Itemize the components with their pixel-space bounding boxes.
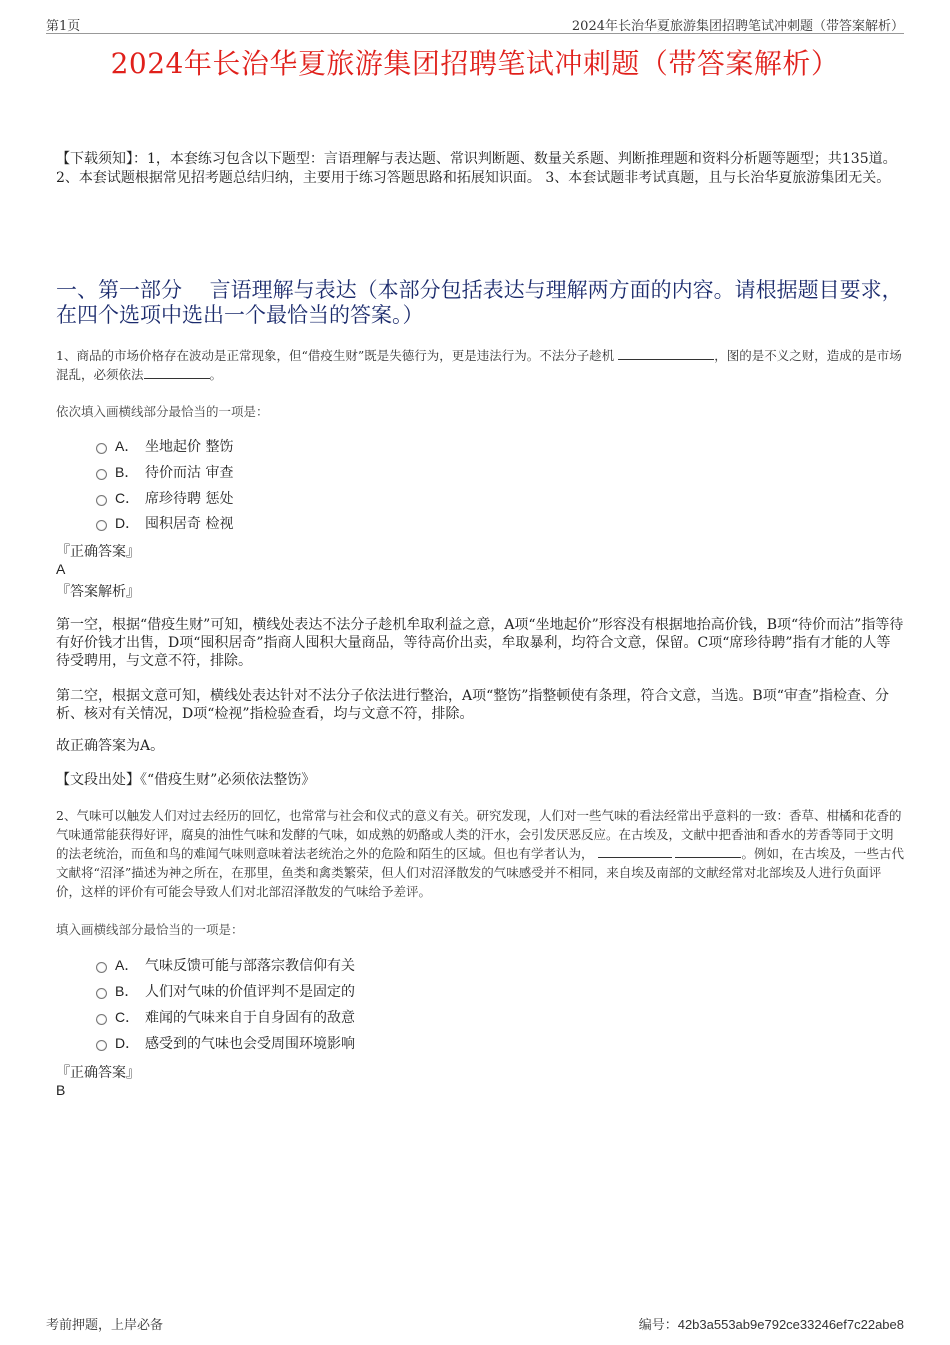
source-note: 【文段出处】《“借疫生财”必须依法整饬》	[56, 772, 316, 788]
question-2-option-c[interactable]	[96, 1007, 355, 1027]
option-text: 席珍待聘 惩处	[145, 491, 234, 507]
correct-answer-label: 『正确答案』	[56, 544, 140, 560]
page-number: 第1页	[46, 19, 81, 34]
analysis-conclusion: 故正确答案为A。	[56, 738, 165, 754]
question-2-stem	[56, 806, 904, 901]
option-letter: B．	[115, 464, 139, 480]
radio-icon[interactable]	[96, 988, 107, 999]
option-text: 气味反馈可能与部落宗教信仰有关	[145, 958, 355, 974]
option-letter: D．	[115, 515, 140, 531]
option-letter: A．	[115, 957, 139, 973]
answer-blank	[144, 366, 210, 379]
footer-code-value: 42b3a553ab9e792ce33246ef7c22abe8	[677, 1317, 904, 1332]
answer-blank	[618, 347, 714, 360]
header-divider	[46, 33, 904, 34]
question-2-option-b[interactable]	[96, 981, 355, 1001]
option-text: 囤积居奇 检视	[145, 516, 234, 532]
option-letter: C．	[115, 490, 140, 506]
correct-answer: B	[56, 1082, 66, 1098]
download-notice: 【下载须知】：1，本套练习包含以下题型：言语理解与表达题、常识判断题、数量关系题、判断推理题和资料分析题等题型；共135道。 2、本套试题根据常见招考题总结归纳，主要用于练习答题思路和拓展知识面。 3、本套试题非考试真题，且与长治华夏旅游集团无关。	[56, 151, 897, 186]
question-1-option-d[interactable]	[96, 513, 233, 533]
radio-icon[interactable]	[96, 962, 107, 973]
question-1-option-b[interactable]	[96, 462, 233, 482]
option-text: 难闻的气味来自于自身固有的敌意	[145, 1010, 355, 1026]
radio-icon[interactable]	[96, 520, 107, 531]
question-1-stem	[56, 346, 904, 384]
radio-icon[interactable]	[96, 469, 107, 480]
option-letter: A．	[115, 438, 139, 454]
footer-code-label: 编号：	[638, 1318, 678, 1333]
section-title: 一、第一部分 言语理解与表达（本部分包括表达与理解两方面的内容。请根据题目要求，在四个选项中选出一个最恰当的答案。）	[56, 278, 903, 327]
option-letter: B．	[115, 983, 139, 999]
correct-answer-label: 『正确答案』	[56, 1065, 140, 1081]
analysis-label: 『答案解析』	[56, 584, 140, 600]
footer-code	[639, 1314, 904, 1333]
question-1-option-a[interactable]	[96, 436, 233, 456]
radio-icon[interactable]	[96, 1014, 107, 1025]
radio-icon[interactable]	[96, 443, 107, 454]
question-2-prompt: 填入画横线部分最恰当的一项是：	[56, 922, 244, 937]
question-1-text-b: ，图的是不义之财，造成的是市场混乱，必须依法	[56, 348, 902, 382]
option-text: 待价而沽 审查	[145, 465, 234, 481]
document-title: 2024年长治华夏旅游集团招聘笔试冲刺题（带答案解析）	[110, 47, 840, 80]
question-1-option-c[interactable]	[96, 488, 233, 508]
option-text: 感受到的气味也会受周围环境影响	[145, 1036, 355, 1052]
answer-blank	[598, 845, 672, 858]
question-1-text-c: 。	[209, 367, 223, 382]
option-text: 坐地起价 整饬	[145, 439, 234, 455]
correct-answer: A	[56, 561, 66, 577]
option-letter: C．	[115, 1009, 140, 1025]
question-2-text-a: 2、气味可以触发人们对过去经历的回忆，也常常与社会和仪式的意义有关。研究发现，人们对一些气味的看法经常出乎意料的一致：香草、柑橘和花香的气味通常能获得好评，腐臭的油性气味和发酵的气味，如成熟的奶酪或人类的汗水，会引发厌恶反应。在古埃及，文献中把香油和香水的芳香等同于文明的法老统治，而鱼和鸟的难闻气味则意味着法老统治之外的危险和陌生的区域。但也有学者认为，	[56, 808, 902, 861]
option-text: 人们对气味的价值评判不是固定的	[145, 984, 355, 1000]
radio-icon[interactable]	[96, 495, 107, 506]
question-2-text-b: 。例如，在古埃及，一些古代文献将“沼泽”描述为神之所在，在那里，鱼类和禽类繁荣，但人们对沼泽散发的气味感受并不相同，来自埃及南部的文献经常对北部埃及人进行负面评价，这样的评价有可能会导致人们对北部沼泽散发的气味给予差评。	[56, 846, 904, 899]
option-letter: D．	[115, 1035, 140, 1051]
answer-blank	[675, 845, 741, 858]
question-1-text-a: 1、商品的市场价格存在波动是正常现象，但“借疫生财”既是失德行为，更是违法行为。不法分子趁机	[56, 348, 615, 363]
footer-slogan: 考前押题，上岸必备	[46, 1318, 164, 1333]
analysis-paragraph-2: 第二空，根据文意可知，横线处表达针对不法分子依法进行整治，A项“整饬”指整顿使有条理，符合文意，当选。B项“审查”指检查、分析、核对有关情况，D项“检视”指检验查看，均与文意不符，排除。	[56, 688, 890, 722]
question-1-prompt: 依次填入画横线部分最恰当的一项是：	[56, 404, 269, 419]
radio-icon[interactable]	[96, 1040, 107, 1051]
analysis-paragraph-1: 第一空，根据“借疫生财”可知，横线处表达不法分子趁机牟取利益之意，A项“坐地起价”形容没有根据地抬高价钱，B项“待价而沽”指等待有好价钱才出售，D项“囤积居奇”指商人囤积大量商品，等待高价出卖，牟取暴利，均符合文意，保留。C项“席珍待聘”指有才能的人等待受聘用，与文意不符，排除。	[56, 617, 904, 669]
running-title: 2024年长治华夏旅游集团招聘笔试冲刺题（带答案解析）	[571, 19, 904, 34]
question-2-option-d[interactable]	[96, 1033, 355, 1053]
question-2-option-a[interactable]	[96, 955, 355, 975]
